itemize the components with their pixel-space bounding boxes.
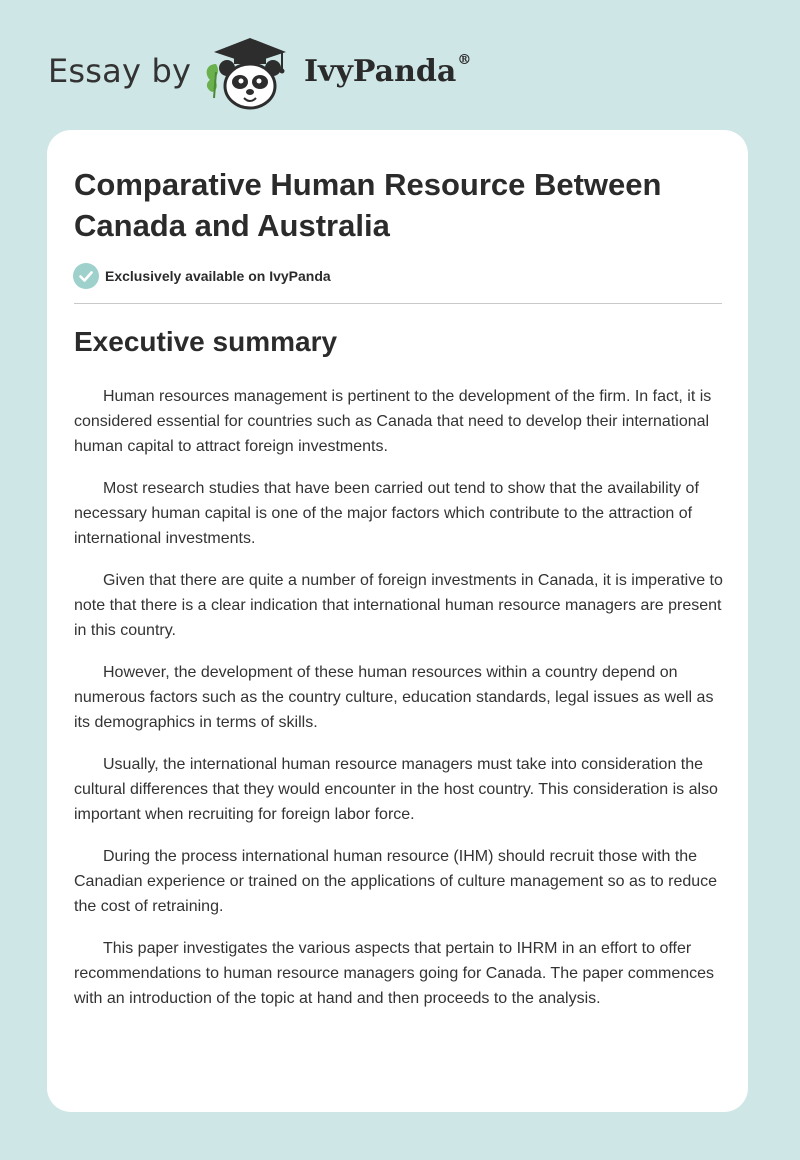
brand-name: IvyPanda® — [304, 52, 472, 89]
exclusive-badge — [73, 263, 331, 289]
panda-graduation-cap-icon — [200, 34, 300, 114]
brand-prefix: Essay by — [48, 52, 192, 90]
paragraph: During the process international human resource (IHM) should recruit those with the Canadian experience or trained on the applications of culture management so as to reduce the cost of retraining. — [74, 848, 718, 915]
exclusive-badge-label: Exclusively available on IvyPanda — [105, 268, 331, 284]
divider — [74, 303, 722, 304]
paragraph: Usually, the international human resource managers must take into consideration the cultural differences that they would encounter in the host country. This consideration is also important when recruiting for foreign labor force. — [74, 756, 718, 823]
paragraph: Given that there are quite a number of foreign investments in Canada, it is imperative to note that there is a clear indication that international human resource managers are present in this country. — [74, 572, 723, 639]
registered-mark: ® — [457, 52, 472, 68]
brand-logo[interactable] — [48, 34, 508, 114]
article-card — [47, 130, 748, 1112]
page-title: Comparative Human Resource Between Canada and Australia — [74, 167, 662, 243]
check-circle-icon — [73, 263, 99, 289]
article-body — [74, 384, 724, 1028]
paragraph: Human resources management is pertinent to the development of the firm. In fact, it is considered essential for countries such as Canada that need to develop their international human capital to attract foreign investments. — [74, 388, 712, 455]
paragraph: However, the development of these human resources within a country depend on numerous factors such as the country culture, education standards, legal issues as well as its demographics in terms of skills. — [74, 664, 714, 731]
section-heading: Executive summary — [74, 326, 338, 357]
paragraph: This paper investigates the various aspects that pertain to IHRM in an effort to offer recommendations to human resource managers going for Canada. The paper commences with an introduction of the topic at hand and then proceeds to the analysis. — [74, 940, 715, 1007]
paragraph: Most research studies that have been carried out tend to show that the availability of necessary human capital is one of the major factors which contribute to the attraction of international investments. — [74, 480, 699, 547]
